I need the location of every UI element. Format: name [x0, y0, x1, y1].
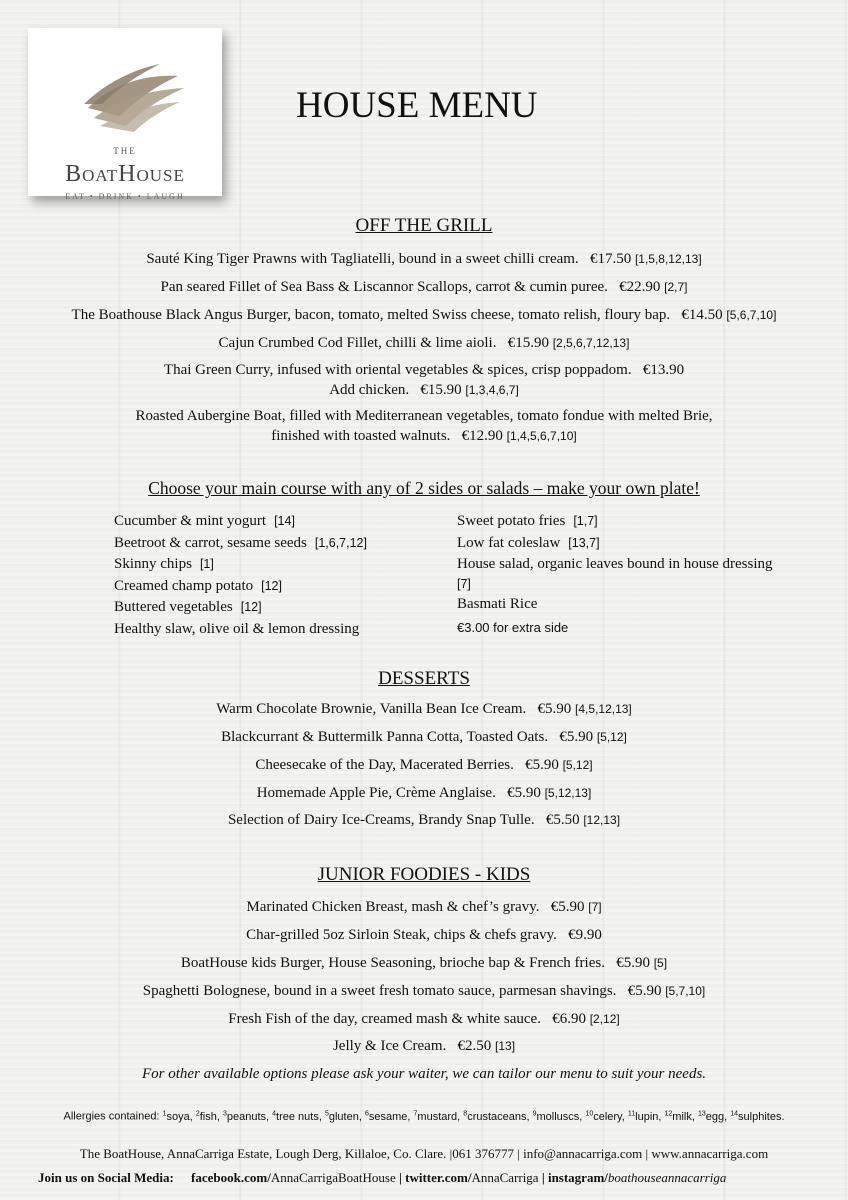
- item-text: The Boathouse Black Angus Burger, bacon, tomato, melted Swiss cheese, tomato relish, floury bap.: [71, 307, 671, 323]
- item-allergens: [5,6,7,10]: [726, 308, 777, 322]
- boat-icon: [80, 46, 190, 146]
- allergen-name: peanuts,: [226, 1110, 273, 1123]
- menu-item: [0, 925, 848, 945]
- kids-heading: JUNIOR FOODIES - KIDS: [317, 864, 531, 885]
- menu-item: [0, 783, 848, 803]
- allergen-number: 9: [532, 1110, 537, 1117]
- menu-item: [0, 897, 848, 917]
- allergen-number: 5: [324, 1110, 329, 1117]
- allergen-name: gluten,: [328, 1110, 365, 1123]
- allergen-name: sesame,: [368, 1110, 414, 1123]
- item-price: €5.90: [537, 701, 572, 717]
- menu-item: [0, 305, 848, 325]
- side-allergens: [12]: [240, 600, 262, 614]
- twitter-link[interactable]: twitter.com/AnnaCarriga: [405, 1170, 539, 1185]
- item-text: Blackcurrant & Buttermilk Panna Cotta, Toasted Oats.: [221, 729, 549, 745]
- side-text: Cucumber & mint yogurt: [114, 513, 267, 529]
- item-text: Selection of Dairy Ice-Creams, Brandy Snap Tulle.: [227, 812, 535, 828]
- side-item: [114, 511, 367, 533]
- menu-item: [0, 249, 848, 269]
- allergen-name: crustaceans,: [467, 1110, 533, 1123]
- item-price: €5.90: [627, 983, 662, 999]
- side-item: [114, 597, 367, 619]
- item-text: Jelly & Ice Cream.: [332, 1038, 447, 1054]
- side-text: Healthy slaw, olive oil & lemon dressing: [114, 620, 360, 637]
- side-allergens: [13,7]: [568, 535, 600, 550]
- item-text: Homemade Apple Pie, Crème Anglaise.: [256, 785, 496, 801]
- side-text: Buttered vegetables: [114, 599, 233, 615]
- item-allergens: [12,13]: [583, 813, 621, 827]
- menu-item: [0, 810, 848, 830]
- allergen-name: fish,: [199, 1110, 223, 1123]
- allergen-name: tree nuts,: [276, 1110, 325, 1123]
- item-price: €5.50: [545, 812, 580, 828]
- side-text: Creamed champ potato: [114, 577, 254, 594]
- item-text: Roasted Aubergine Boat, filled with Mediterranean vegetables, tomato fondue with melted Brie,: [135, 408, 713, 424]
- page-title: HOUSE MENU: [296, 85, 538, 126]
- allergen-number: 11: [627, 1110, 636, 1117]
- side-item: [457, 533, 797, 555]
- item-price: €17.50: [589, 251, 632, 267]
- side-allergens: [1,7]: [573, 514, 598, 528]
- item-allergens: [2,5,6,7,12,13]: [552, 336, 630, 350]
- sides-left-column: [114, 511, 367, 640]
- allergen-number: 10: [585, 1110, 594, 1117]
- side-allergens: [1]: [199, 557, 214, 571]
- side-item: [114, 533, 367, 555]
- item-price: €5.90: [616, 955, 650, 971]
- menu-item: [0, 360, 848, 400]
- side-item: [457, 554, 797, 576]
- side-item: [114, 619, 367, 641]
- allergen-number: 12: [664, 1110, 673, 1117]
- menu-item: [0, 406, 848, 446]
- side-text: House salad, organic leaves bound in house dressing: [457, 556, 773, 572]
- footer-email[interactable]: info@annacarriga.com: [523, 1146, 643, 1161]
- grill-heading: OFF THE GRILL: [355, 215, 493, 236]
- allergies-label: Allergies contained:: [63, 1110, 160, 1123]
- instagram-link[interactable]: instagram/boathouseannacarriga: [547, 1170, 727, 1185]
- allergen-number: 14: [730, 1110, 739, 1117]
- item-text: Marinated Chicken Breast, mash & chef’s gravy.: [246, 899, 540, 915]
- item-price: €5.90: [550, 899, 585, 915]
- social-label: Join us on Social Media:: [38, 1170, 174, 1185]
- side-item: [457, 594, 797, 616]
- item-price-2: €15.90: [420, 382, 462, 398]
- item-allergens: [4,5,12,13]: [575, 702, 632, 716]
- allergen-number: 4: [272, 1110, 277, 1117]
- menu-item: [0, 699, 848, 719]
- item-price: €15.90: [507, 335, 549, 351]
- item-allergens: [5,12]: [596, 730, 627, 744]
- item-text: Cheesecake of the Day, Macerated Berries.: [255, 757, 514, 773]
- menu-item: [0, 755, 848, 775]
- item-price: €9.90: [568, 927, 602, 943]
- item-price: €22.90: [619, 279, 661, 295]
- menu-item: [0, 1009, 848, 1029]
- side-text: Beetroot & carrot, sesame seeds: [114, 534, 307, 551]
- sides-heading: Choose your main course with any of 2 sides or salads – make your own plate!: [148, 478, 700, 498]
- side-text: Basmati Rice: [457, 595, 538, 612]
- allergen-name: mustard,: [417, 1110, 464, 1123]
- menu-item: [0, 333, 848, 353]
- menu-item: [0, 981, 848, 1001]
- allergen-number: 6: [364, 1110, 369, 1117]
- side-text: Sweet potato fries: [457, 513, 566, 529]
- item-allergens: [1,5,8,12,13]: [634, 252, 702, 266]
- footer-contact: The BoatHouse, AnnaCarriga Estate, Lough Derg, Killaloe, Co. Clare. |061 376777 | info@annacarriga.com | www.annacarriga.com: [79, 1146, 769, 1161]
- side-item: [457, 511, 797, 533]
- item-allergens: [2,12]: [589, 1012, 620, 1026]
- item-text: Char-grilled 5oz Sirloin Steak, chips & chefs gravy.: [246, 927, 557, 943]
- item-allergens: [13]: [495, 1039, 516, 1053]
- extra-side-price: €3.00 for extra side: [457, 620, 569, 635]
- item-text: Sauté King Tiger Prawns with Tagliatelli, bound in a sweet chilli cream.: [146, 251, 579, 267]
- side-allergens: [7]: [457, 576, 471, 591]
- side-text: Skinny chips: [114, 556, 192, 572]
- footer-phone[interactable]: 061 376777: [452, 1146, 514, 1161]
- side-allergens: [12]: [261, 578, 282, 593]
- waiter-note: For other available options please ask your waiter, we can tailor our menu to suit your needs.: [141, 1066, 707, 1082]
- item-text: Warm Chocolate Brownie, Vanilla Bean Ice Cream.: [216, 701, 527, 717]
- item-text: Thai Green Curry, infused with oriental vegetables & spices, crisp poppadom.: [163, 362, 632, 378]
- side-item: [114, 554, 367, 576]
- side-allergens: [1,6,7,12]: [314, 535, 367, 550]
- menu-item: [0, 953, 848, 973]
- item-text: Cajun Crumbed Cod Fillet, chilli & lime aioli.: [218, 335, 497, 351]
- item-price: €6.90: [552, 1011, 586, 1027]
- item-price: €13.90: [642, 362, 685, 378]
- allergen-name: lupin,: [635, 1110, 665, 1123]
- side-item: [114, 576, 367, 598]
- item-allergens: [5,7,10]: [665, 984, 706, 998]
- item-price: €2.50: [457, 1038, 492, 1054]
- item-allergens: [2,7]: [664, 280, 688, 294]
- item-allergens: [5,12,13]: [544, 786, 592, 800]
- item-allergens: [5]: [653, 956, 668, 970]
- menu-item: [0, 277, 848, 297]
- footer-website[interactable]: www.annacarriga.com: [651, 1146, 769, 1161]
- allergen-number: 1: [162, 1110, 167, 1117]
- allergies-list: [163, 1111, 785, 1123]
- allergen-name: sulphites.: [738, 1110, 785, 1123]
- sides-right-column: [457, 511, 797, 639]
- footer-address: The BoatHouse, AnnaCarriga Estate, Lough Derg, Killaloe, Co. Clare.: [79, 1146, 447, 1161]
- item-text: Fresh Fish of the day, creamed mash & white sauce.: [228, 1011, 541, 1027]
- item-text: BoatHouse kids Burger, House Seasoning, brioche bap & French fries.: [180, 955, 605, 971]
- allergen-number: 3: [222, 1110, 227, 1117]
- logo-tagline: EAT • DRINK • LAUGH: [65, 192, 185, 201]
- allergen-name: egg,: [705, 1110, 731, 1123]
- item-allergens: [1,3,4,6,7]: [465, 383, 519, 397]
- item-price: €5.90: [507, 785, 541, 801]
- item-text: Pan seared Fillet of Sea Bass & Liscannor Scallops, carrot & cumin puree.: [160, 279, 608, 295]
- menu-item: [0, 727, 848, 747]
- item-text-2: finished with toasted walnuts.: [271, 428, 451, 444]
- item-text-2: Add chicken.: [329, 382, 410, 398]
- allergen-name: milk,: [672, 1110, 698, 1123]
- allergies-legend: [0, 1110, 848, 1123]
- allergen-number: 8: [463, 1110, 468, 1117]
- logo: [28, 28, 222, 201]
- item-price: €14.50: [681, 307, 723, 323]
- logo-the: THE: [113, 146, 137, 156]
- item-price: €5.90: [559, 729, 594, 745]
- item-allergens: [1,4,5,6,7,10]: [506, 429, 577, 443]
- allergen-name: celery,: [593, 1110, 628, 1123]
- logo-name: BoatHouse: [65, 161, 185, 187]
- facebook-link[interactable]: facebook.com/AnnaCarrigaBoatHouse: [191, 1170, 396, 1185]
- menu-item: [0, 1036, 848, 1056]
- side-text: Low fat coleslaw: [457, 534, 561, 551]
- allergen-name: soya,: [166, 1110, 196, 1123]
- allergen-number: 2: [195, 1110, 200, 1117]
- item-text: Spaghetti Bolognese, bound in a sweet fresh tomato sauce, parmesan shavings.: [142, 983, 617, 999]
- allergen-name: molluscs,: [536, 1110, 586, 1123]
- item-allergens: [7]: [588, 900, 602, 914]
- item-price: €12.90: [461, 428, 503, 444]
- allergen-number: 7: [413, 1110, 418, 1117]
- item-allergens: [5,12]: [562, 758, 593, 772]
- allergen-number: 13: [697, 1110, 706, 1117]
- side-allergens: [14]: [274, 514, 295, 528]
- desserts-heading: DESSERTS: [378, 668, 470, 689]
- item-price: €5.90: [525, 757, 559, 773]
- footer-social: Join us on Social Media: facebook.com/AnnaCarrigaBoatHouse | twitter.com/AnnaCarriga | instagram/boathouseannacarriga: [38, 1170, 727, 1185]
